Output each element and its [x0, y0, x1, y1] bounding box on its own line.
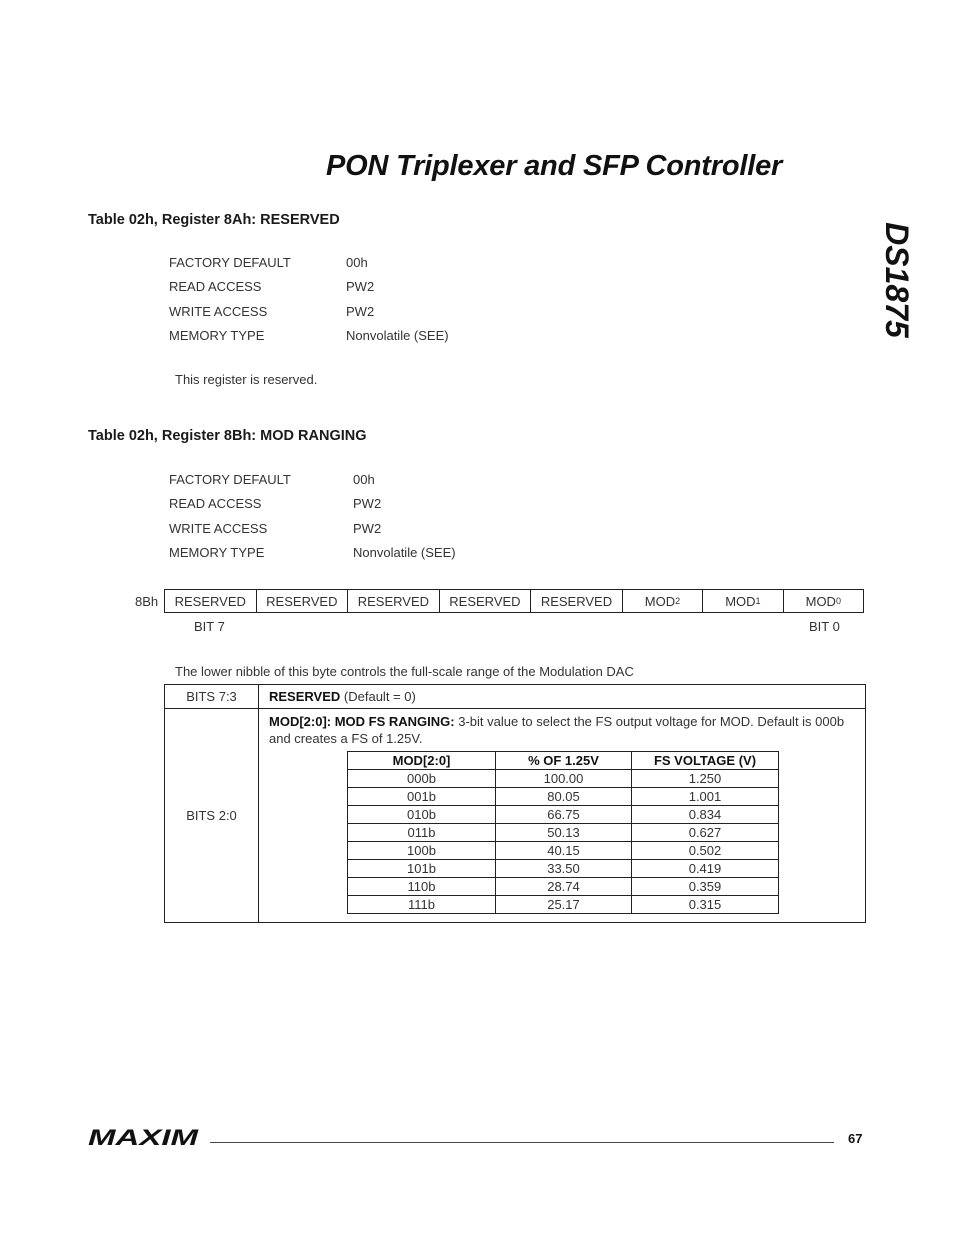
column-header: FS VOLTAGE (V)	[632, 752, 779, 770]
fs-voltage: 0.359	[632, 878, 779, 896]
percent-value: 100.00	[496, 770, 632, 788]
bit-cell-7: RESERVED	[165, 590, 257, 612]
fs-voltage: 0.834	[632, 806, 779, 824]
column-header: MOD[2:0]	[348, 752, 496, 770]
page-number: 67	[848, 1131, 863, 1146]
prop-value: PW2	[346, 304, 375, 319]
prop-label: WRITE ACCESS	[169, 521, 268, 536]
prop-label: READ ACCESS	[169, 279, 262, 294]
table-row	[348, 896, 779, 914]
fs-voltage: 1.001	[632, 788, 779, 806]
prop-label: FACTORY DEFAULT	[169, 255, 291, 270]
bits-description: RESERVED (Default = 0)	[259, 685, 866, 709]
prop-value: PW2	[346, 279, 375, 294]
mod-code: 110b	[348, 878, 496, 896]
fs-voltage: 0.627	[632, 824, 779, 842]
footer-rule	[210, 1142, 834, 1143]
bits-description: MOD[2:0]: MOD FS RANGING: 3-bit value to select the FS output voltage for MOD. Default is 000b and creates a FS of 1.25V. MOD[2:0] % OF 1.25V FS VOLTAGE (V) 000b 100.00 1.250 001b 80.05 1.001 010b 66.75 0.834 011b 50.13 0.627 100b 40.15 0.502 101b 33.50 0.419 110b 28.74 0.359 111b 25.17 0.315	[259, 709, 866, 923]
percent-value: 66.75	[496, 806, 632, 824]
description-intro: The lower nibble of this byte controls the full-scale range of the Modulation DAC	[175, 664, 634, 679]
percent-value: 50.13	[496, 824, 632, 842]
section-heading-8bh: Table 02h, Register 8Bh: MOD RANGING	[88, 428, 367, 444]
prop-value: Nonvolatile (SEE)	[353, 545, 456, 560]
bit-cell-0: MOD 0	[805, 593, 841, 609]
fs-voltage: 1.250	[632, 770, 779, 788]
prop-value: 00h	[353, 472, 375, 487]
percent-value: 40.15	[496, 842, 632, 860]
bit-cell-6: RESERVED	[257, 590, 349, 612]
percent-value: 25.17	[496, 896, 632, 914]
table-row	[165, 685, 866, 709]
prop-value: 00h	[346, 255, 368, 270]
table-row	[348, 770, 779, 788]
bit-msb-label: BIT 7	[194, 619, 225, 634]
maxim-logo	[88, 1126, 200, 1148]
prop-label: MEMORY TYPE	[169, 545, 265, 560]
table-row	[348, 788, 779, 806]
page-title: PON Triplexer and SFP Controller	[326, 150, 783, 182]
mod-code: 111b	[348, 896, 496, 914]
percent-value: 80.05	[496, 788, 632, 806]
section-heading-8ah: Table 02h, Register 8Ah: RESERVED	[88, 212, 340, 228]
bit-cell-1: MOD 1	[703, 590, 783, 612]
register-bit-map	[164, 589, 864, 613]
bits-label: BITS 7:3	[165, 685, 259, 709]
part-number-side-title: DS1875	[879, 222, 915, 338]
bit-description-table	[164, 684, 866, 923]
fs-voltage: 0.419	[632, 860, 779, 878]
fs-voltage: 0.315	[632, 896, 779, 914]
mod-code: 010b	[348, 806, 496, 824]
table-row	[348, 806, 779, 824]
prop-value: Nonvolatile (SEE)	[346, 328, 449, 343]
register-address-label: 8Bh	[135, 594, 159, 609]
table-row	[348, 878, 779, 896]
bit-cell-3: RESERVED	[531, 590, 623, 612]
reserved-note: This register is reserved.	[175, 372, 318, 387]
prop-value: PW2	[353, 496, 382, 511]
prop-value: PW2	[353, 521, 382, 536]
percent-value: 33.50	[496, 860, 632, 878]
bit-cell-4: RESERVED	[440, 590, 532, 612]
prop-label: FACTORY DEFAULT	[169, 472, 291, 487]
table-row	[348, 860, 779, 878]
prop-label: MEMORY TYPE	[169, 328, 265, 343]
mod-code: 011b	[348, 824, 496, 842]
mod-code: 101b	[348, 860, 496, 878]
mod-code: 100b	[348, 842, 496, 860]
mod-table-header	[348, 752, 779, 770]
column-header: % OF 1.25V	[496, 752, 632, 770]
table-row	[348, 824, 779, 842]
table-row	[165, 709, 866, 923]
bit-cell-5: RESERVED	[348, 590, 440, 612]
mod-code: 000b	[348, 770, 496, 788]
mod-ranging-table	[347, 751, 779, 914]
percent-value: 28.74	[496, 878, 632, 896]
prop-label: WRITE ACCESS	[169, 304, 268, 319]
bit-lsb-label: BIT 0	[809, 619, 840, 634]
bit-cell-2: MOD 2	[623, 590, 703, 612]
logo-wordmark: MAXIM	[88, 1126, 200, 1148]
mod-code: 001b	[348, 788, 496, 806]
prop-label: READ ACCESS	[169, 496, 262, 511]
bits-label: BITS 2:0	[165, 709, 259, 923]
fs-voltage: 0.502	[632, 842, 779, 860]
table-row	[348, 842, 779, 860]
